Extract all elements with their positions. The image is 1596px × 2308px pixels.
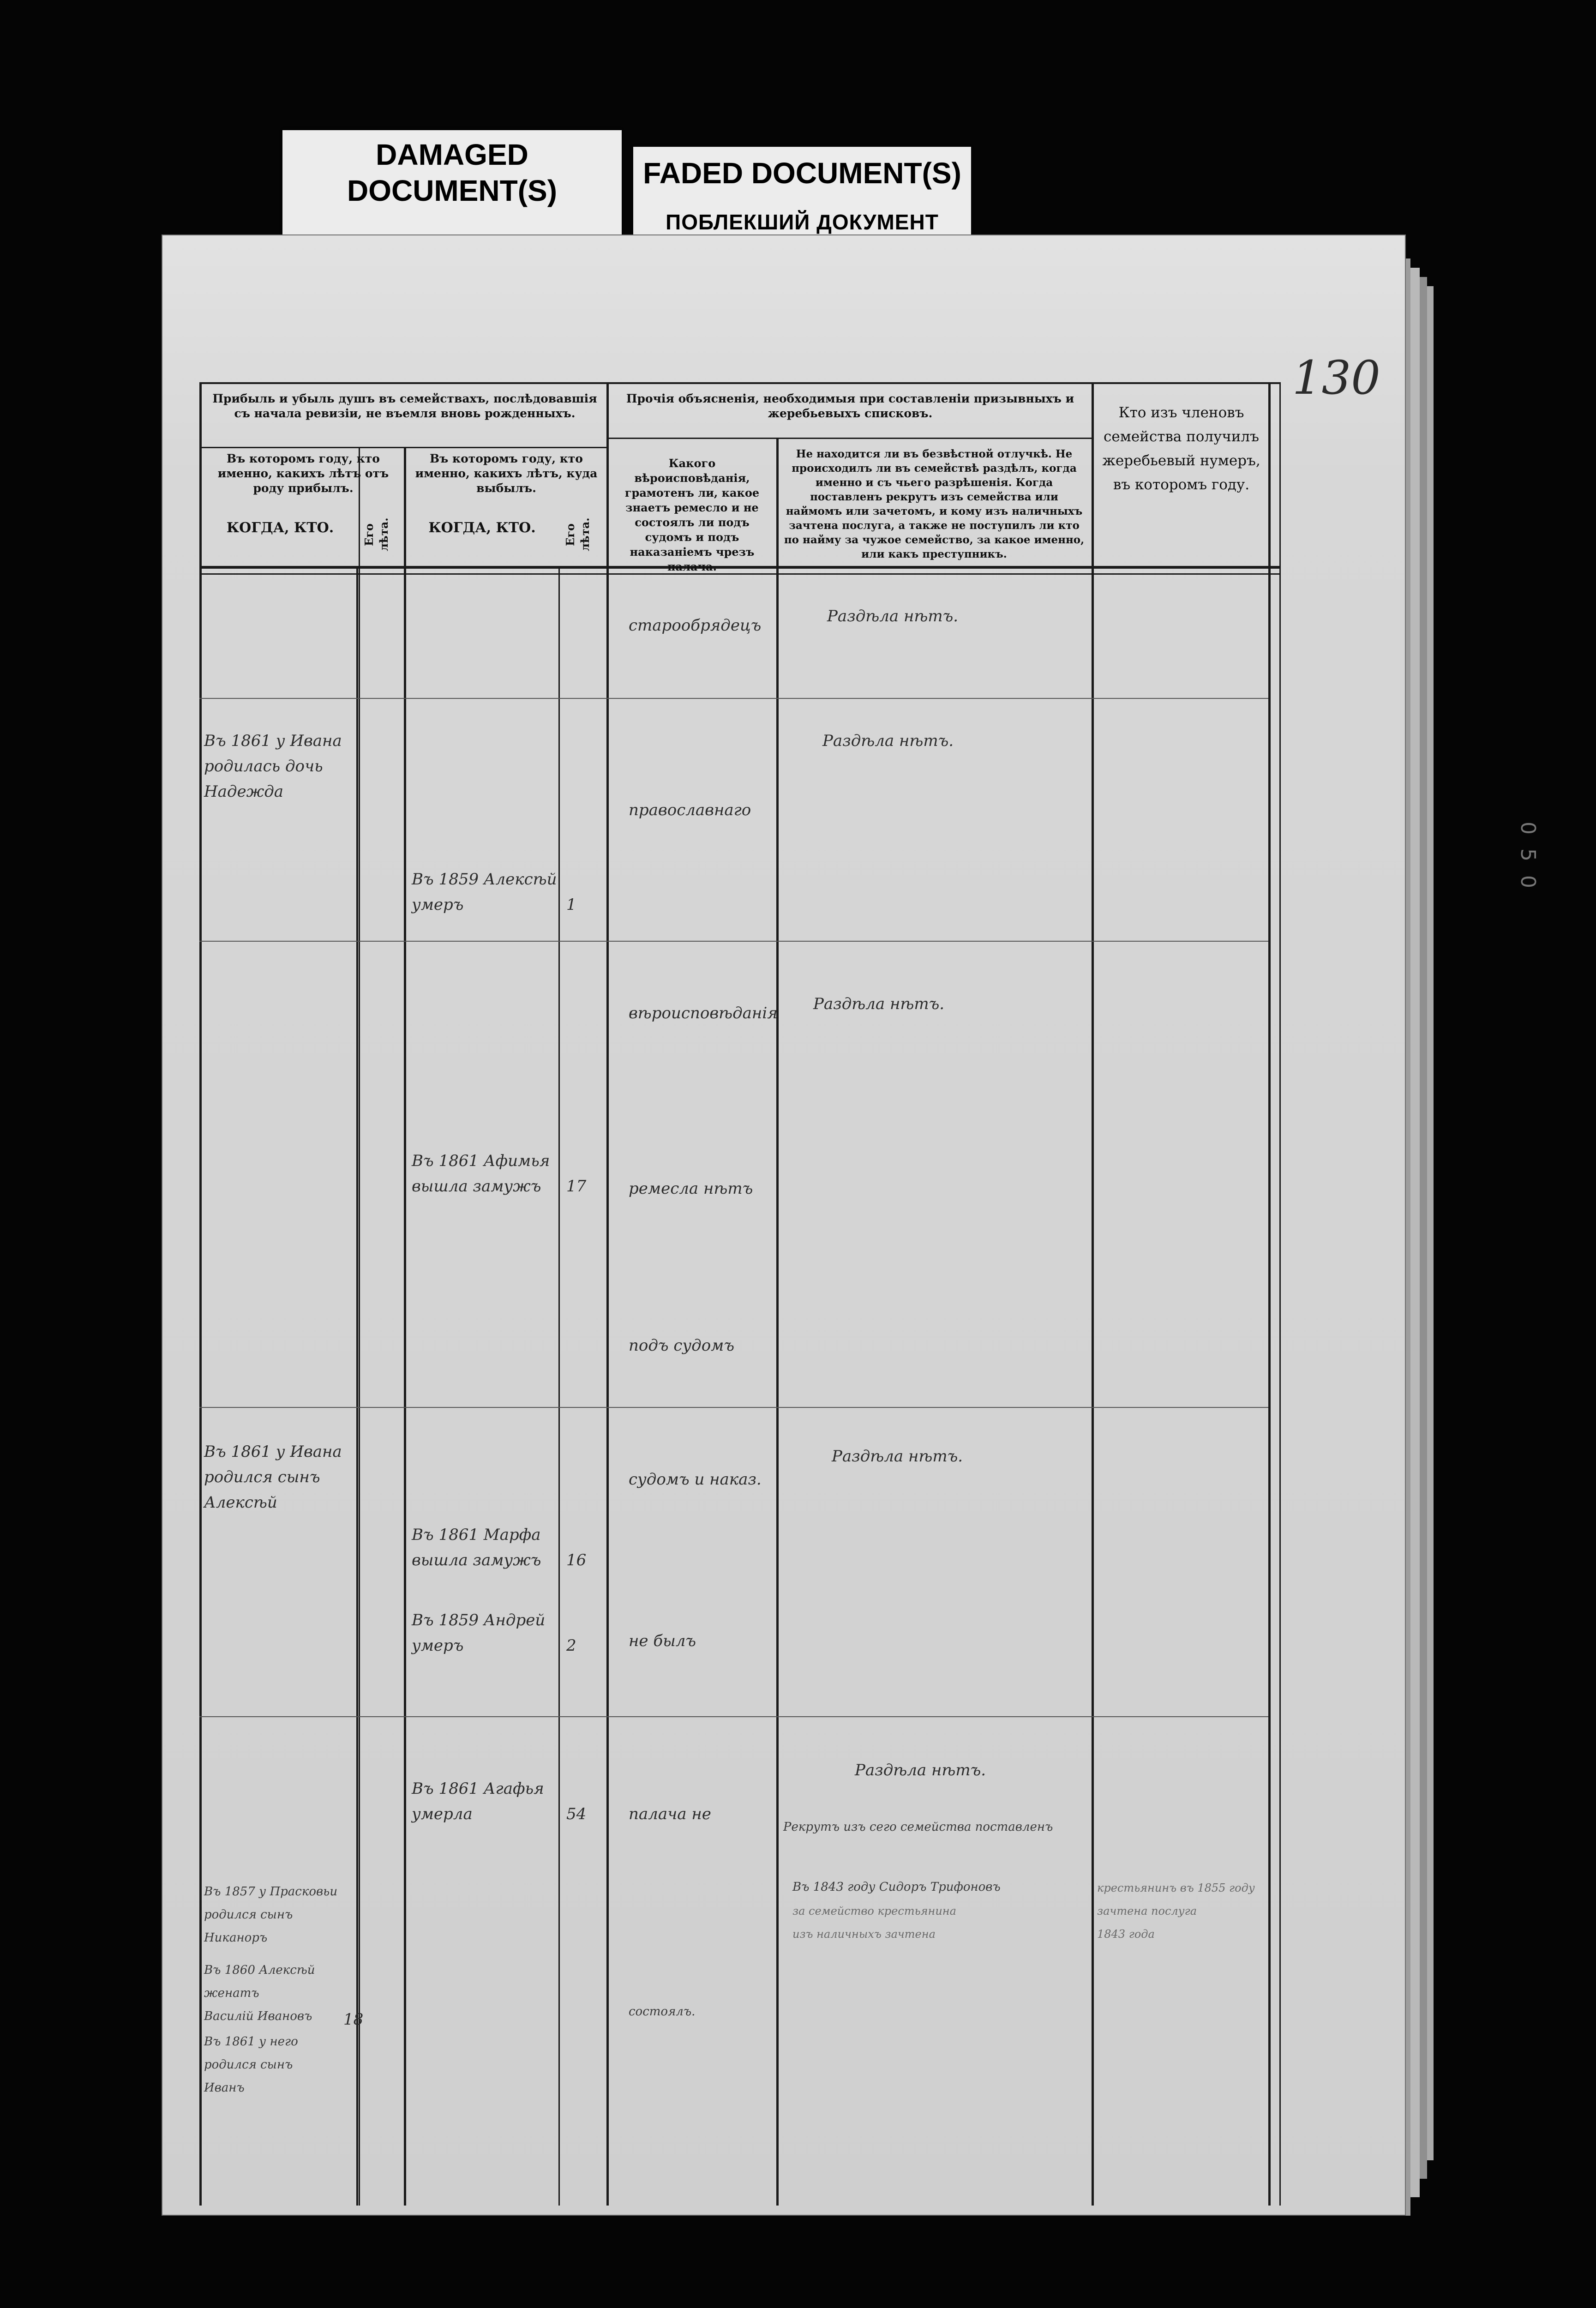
entry-arrived-line: Иванъ [204, 2081, 245, 2095]
row-divider [199, 698, 1268, 699]
entry-absence: Раздѣла нѣтъ. [827, 607, 959, 625]
entry-absence-line: за семейство крестьянина [792, 1905, 956, 1917]
entry-arrived-line: родился сынъ [204, 1468, 320, 1486]
entry-departed-line: Въ 1859 Алексѣй [412, 870, 557, 889]
entry-departed-line: умерла [412, 1805, 473, 1823]
entry-age: 54 [566, 1805, 587, 1823]
entry-arrived-line: Въ 1861 у него [204, 2035, 298, 2049]
side-stamp: 0 5 0 [1516, 822, 1540, 892]
damaged-label-text: DAMAGED DOCUMENT(S) [347, 138, 558, 207]
rule [356, 567, 358, 2206]
entry-religion: православнаго [629, 801, 751, 819]
entry-arrived-line: Въ 1861 у Ивана [204, 732, 342, 750]
entry-age: 1 [566, 896, 576, 914]
header-lot-number: Кто изъ членовъ семейства получилъ жеребьевый нумеръ, въ которомъ году. [1102, 404, 1260, 493]
row-divider [199, 1716, 1268, 1717]
rule [606, 438, 1092, 439]
entry-arrived-line: родился сынъ [204, 1908, 293, 1922]
header-age-1: Его лѣта. [362, 517, 390, 552]
faded-document-label [633, 147, 971, 239]
rule [1279, 382, 1281, 2206]
page-stack-edge [1410, 268, 1420, 2197]
entry-arrived-line: Никаноръ [204, 1931, 268, 1945]
entry-absence: Раздѣла нѣтъ. [832, 1447, 963, 1466]
rule [606, 382, 609, 2206]
faded-label-text: FADED DOCUMENT(S) [643, 156, 961, 190]
rule [776, 438, 779, 2206]
entry-arrived-line: родилась дочь [204, 757, 323, 775]
entry-arrived-line: Въ 1860 Алексѣй [204, 1963, 315, 1977]
entry-note: не былъ [629, 1632, 696, 1650]
header-group-arrivals: Прибыль и убыль душъ въ семействахъ, послѣдовавшія съ начала ревизіи, не въемля вновь рожденныхъ. [212, 392, 597, 420]
entry-religion: судомъ и наказ. [629, 1470, 762, 1489]
entry-departed-line: Въ 1859 Андрей [412, 1611, 546, 1629]
header-when-who-1: КОГДА, КТО. [226, 520, 334, 536]
entry-lot-line: зачтена послуга [1097, 1905, 1197, 1917]
rule [199, 382, 202, 2206]
entry-religion: старообрядецъ [629, 616, 762, 635]
entry-age: 18 [343, 2010, 364, 2029]
header-group-explanations: Прочія объясненія, необходимыя при составленіи призывныхъ и жеребьевыхъ списковъ. [626, 392, 1074, 420]
entry-departed-line: Въ 1861 Марфа [412, 1526, 541, 1544]
rule [199, 447, 606, 448]
row-divider [199, 1407, 1268, 1408]
entry-departed-line: умеръ [412, 896, 464, 914]
entry-absence: Раздѣла нѣтъ. [822, 732, 954, 750]
header-age-2: Его лѣта. [564, 517, 592, 552]
entry-note: ремесла нѣтъ [629, 1179, 753, 1198]
damaged-document-label [282, 130, 622, 237]
entry-absence: Раздѣла нѣтъ. [855, 1761, 986, 1779]
ledger-table [199, 382, 1283, 2206]
rule [199, 382, 1281, 384]
entry-absence: Раздѣла нѣтъ. [813, 995, 945, 1013]
entry-arrived-line: Василій Ивановъ [204, 2009, 312, 2023]
entry-departed-line: Въ 1861 Агафья [412, 1779, 544, 1798]
entry-note: подъ судомъ [629, 1336, 735, 1355]
header-arrived: Въ которомъ году, кто именно, какихъ лѣтъ отъ роду прибылъ. [217, 452, 389, 495]
entry-arrived-line: Алексѣй [204, 1493, 277, 1512]
entry-absence-line: Въ 1843 году Сидоръ Трифоновъ [792, 1880, 1001, 1894]
faded-label-russian: ПОБЛЕКШИЙ ДОКУМЕНТ [666, 210, 939, 234]
entry-religion: вѣроисповѣданія [629, 1004, 778, 1022]
entry-age: 16 [566, 1551, 587, 1569]
entry-lot-line: 1843 года [1097, 1928, 1155, 1941]
entry-departed-line: Въ 1861 Афимья [412, 1152, 550, 1170]
entry-lot-line: крестьянинъ въ 1855 году [1097, 1881, 1255, 1894]
entry-age: 2 [566, 1636, 576, 1655]
entry-departed-line: умеръ [412, 1636, 464, 1655]
entry-religion: палача не [629, 1805, 711, 1823]
header-absence: Не находится ли въ безвѣстной отлучкѣ. Не происходилъ ли въ семействѣ раздѣлъ, когда именно и съ чьего разрѣшенія. Когда поставленъ рекрутъ изъ семейства или наймомъ или зачетомъ, и кому изъ наличныхъ зачтена послуга, а также не поступилъ ли кто по найму за чужое семейство, за какое именно, или какъ преступникъ. [784, 448, 1085, 560]
rule [359, 447, 360, 2206]
entry-arrived-line: Въ 1861 у Ивана [204, 1442, 342, 1461]
entry-absence: Рекрутъ изъ сего семейства поставленъ [783, 1820, 1053, 1834]
entry-note: состоялъ. [629, 2005, 696, 2019]
entry-absence-line: изъ наличныхъ зачтена [792, 1928, 936, 1941]
header-departed: Въ которомъ году, кто именно, какихъ лѣтъ, куда выбылъ. [415, 452, 598, 495]
entry-departed-line: вышла замужъ [412, 1177, 541, 1196]
entry-departed-line: вышла замужъ [412, 1551, 541, 1569]
entry-arrived-line: Въ 1857 у Прасковьи [204, 1885, 338, 1899]
entry-age: 17 [566, 1177, 587, 1196]
page-number: 130 [1292, 351, 1380, 405]
header-when-who-2: КОГДА, КТО. [428, 520, 536, 536]
rule [1092, 382, 1094, 2206]
entry-arrived-line: Надежда [204, 782, 284, 801]
entry-arrived-line: женатъ [204, 1986, 259, 2000]
rule [1268, 382, 1271, 2206]
page-stack-edge [1427, 286, 1434, 2160]
entry-arrived-line: родился сынъ [204, 2058, 293, 2072]
page-stack-edge [1420, 277, 1427, 2179]
rule [404, 447, 406, 2206]
rule [558, 567, 560, 2206]
header-religion: Какого вѣроисповѣданія, грамотенъ ли, какое знаетъ ремесло и не состоялъ ли подъ судомъ и подъ наказаніемъ чрезъ палача. [624, 457, 760, 573]
row-divider [199, 941, 1268, 942]
